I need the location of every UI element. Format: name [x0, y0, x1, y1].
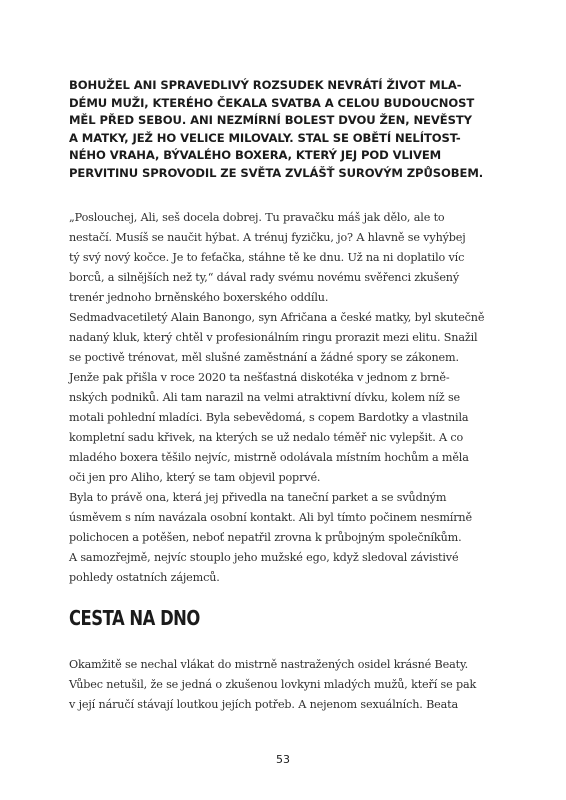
body-line: tý svý nový kočce. Je to feťačka, stáhne tě ke dnu. Už na ni doplatilo víc	[69, 251, 465, 264]
body-line: Byla to právě ona, která jej přivedla na taneční parket a se svůdným	[69, 491, 447, 504]
body-line: polichocen a potěšen, neboť nepatřil zrovna k průbojným společníkům.	[69, 531, 462, 544]
intro-line: NÉHO VRAHA, BÝVALÉHO BOXERA, KTERÝ JEJ POD VLIVEM	[69, 148, 442, 163]
body-line: se poctivě trénovat, měl slušné zaměstnání a žádné spory se zákonem.	[69, 351, 459, 364]
body-line: motali pohlední mladíci. Byla sebevědomá, s copem Bardotky a vlastnila	[69, 411, 469, 424]
body-line: pohledy ostatních zájemců.	[69, 571, 220, 584]
body-text	[69, 208, 501, 588]
body-line: mladého boxera těšilo nejvíc, mistrně odolávala místním hochům a měla	[69, 451, 469, 464]
section-text	[69, 655, 501, 715]
intro-line: BOHUŽEL ANI SPRAVEDLIVÝ ROZSUDEK NEVRÁTÍ ŽIVOT MLA-	[69, 78, 462, 92]
body-line: nských podniků. Ali tam narazil na velmi atraktivní dívku, kolem níž se	[69, 391, 461, 404]
intro-line: PERVITINU SPROVODIL ZE SVĚTA ZVLÁŠŤ SUROVÝM ZPŮSOBEM.	[69, 165, 484, 180]
body-line: Jenže pak přišla v roce 2020 ta nešťastná diskotéka v jednom z brně-	[69, 371, 450, 384]
body-line: úsměvem s ním navázala osobní kontakt. Ali byl tímto počinem nesmírně	[69, 511, 472, 524]
body-line: A samozřejmě, nejvíc stouplo jeho mužské ego, když sledoval závistivé	[69, 551, 459, 564]
section-line: v její náručí stávají loutkou jejích potřeb. A nejenom sexuálních. Beata	[69, 698, 459, 711]
body-line: „Poslouchej, Ali, seš docela dobrej. Tu pravačku máš jak dělo, ale to	[69, 211, 445, 224]
intro-line: A MATKY, JEŽ HO VELICE MILOVALY. STAL SE OBĚTÍ NELÍTOST-	[69, 130, 461, 145]
section-heading: CESTA NA DNO	[69, 606, 200, 630]
page-number: 53	[276, 753, 290, 766]
body-line: nadaný kluk, který chtěl v profesionálním ringu prorazit mezi elitu. Snažil	[69, 331, 478, 344]
body-line: trenér jednoho brněnského boxerského oddílu.	[69, 291, 329, 304]
section-line: Okamžitě se nechal vlákat do mistrně nastražených osidel krásné Beaty.	[69, 658, 469, 671]
intro-line: MĚL PŘED SEBOU. ANI NEZMÍRNÍ BOLEST DVOU ŽEN, NEVĚSTY	[69, 113, 472, 128]
intro-paragraph	[69, 77, 499, 183]
body-line: nestačí. Musíš se naučit hýbat. A trénuj fyzičku, jo? A hlavně se vyhýbej	[69, 231, 466, 244]
body-line: oči jen pro Aliho, který se tam objevil poprvé.	[69, 471, 321, 484]
section-line: Vůbec netušil, že se jedná o zkušenou lovkyni mladých mužů, kteří se pak	[69, 678, 477, 691]
body-line: Sedmadvacetiletý Alain Banongo, syn Afričana a české matky, byl skutečně	[69, 311, 485, 324]
intro-line: DÉMU MUŽI, KTERÉHO ČEKALA SVATBA A CELOU BUDOUCNOST	[69, 95, 475, 110]
body-line: borců, a silnějších než ty,“ dával rady svému novému svěřenci zkušený	[69, 271, 460, 284]
body-line: kompletní sadu křivek, na kterých se už nedalo téměř nic vylepšit. A co	[69, 431, 464, 444]
